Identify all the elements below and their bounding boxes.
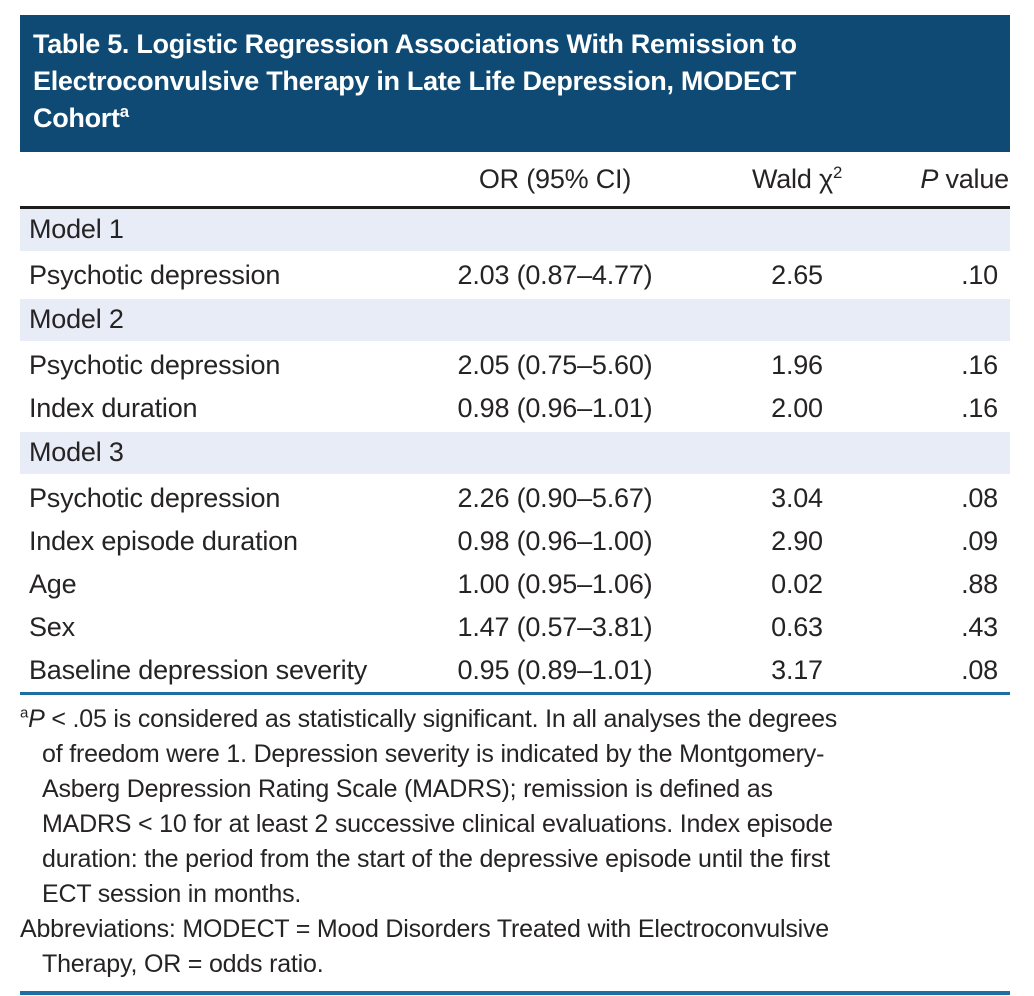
table-title-line-1: Table 5. Logistic Regression Associations With Remission to <box>33 29 797 59</box>
p-value: .88 <box>961 568 998 599</box>
wald-chi-text: Wald χ <box>751 163 833 194</box>
or-ci-value: 0.98 (0.96–1.00) <box>457 525 653 556</box>
wald-chi2-value: 3.17 <box>771 654 823 685</box>
table-title-line-3-text: Cohort <box>33 103 120 133</box>
wald-chi2-value: 3.04 <box>771 482 823 513</box>
footnote-a-line-2: of freedom were 1. Depression severity is indicated by the Montgomery- <box>42 739 825 768</box>
p-value: .16 <box>961 349 998 380</box>
logistic-regression-table <box>20 152 1010 692</box>
predictor-label: Index duration <box>29 392 198 423</box>
model-2-section-row <box>20 298 1010 343</box>
footnote-a-line-5: duration: the period from the start of the depressive episode until the first <box>42 844 830 873</box>
column-header-or: OR (95% CI) <box>430 152 680 207</box>
footnote-p-italic: P <box>28 704 45 733</box>
footnote-a-line-4: MADRS < 10 for at least 2 successive clinical evaluations. Index episode <box>42 809 833 838</box>
model-1-section-row <box>20 207 1010 252</box>
p-value-text: value <box>938 163 1009 194</box>
column-header-empty <box>20 152 430 207</box>
abbreviations-line-2: Therapy, OR = odds ratio. <box>42 949 324 978</box>
model-2-header: Model 2 <box>20 298 1010 343</box>
table-title <box>20 15 1010 152</box>
predictor-label: Psychotic depression <box>29 259 281 290</box>
wald-chi-exponent: 2 <box>832 162 843 182</box>
footnote-a-line-6: ECT session in months. <box>42 879 302 908</box>
model-3-section-row <box>20 431 1010 476</box>
p-value: .09 <box>961 525 998 556</box>
column-header-wald-chi2 <box>680 152 914 207</box>
predictor-label: Baseline depression severity <box>29 654 368 685</box>
table-row <box>20 649 1010 692</box>
footnote-a-marker: a <box>20 704 29 722</box>
wald-chi2-value: 1.96 <box>771 349 823 380</box>
p-value: .43 <box>961 611 998 642</box>
wald-chi2-value: 2.90 <box>771 525 823 556</box>
or-ci-value: 1.00 (0.95–1.06) <box>457 568 653 599</box>
table-row <box>20 342 1010 387</box>
predictor-label: Psychotic depression <box>29 482 281 513</box>
table-row <box>20 387 1010 431</box>
table-bottom-rule <box>20 692 1010 695</box>
abbreviations-line-1: Abbreviations: MODECT = Mood Disorders Treated with Electroconvulsive <box>20 914 829 943</box>
table-title-line-3 <box>33 100 996 137</box>
table-title-line-2: Electroconvulsive Therapy in Late Life Depression, MODECT <box>33 66 797 96</box>
page-bottom-rule <box>20 991 1010 995</box>
p-value: .16 <box>961 392 998 423</box>
wald-chi2-value: 0.02 <box>771 568 823 599</box>
footnotes <box>20 702 1010 982</box>
wald-chi2-value: 2.00 <box>771 392 823 423</box>
predictor-label: Index episode duration <box>29 525 298 556</box>
wald-chi2-value: 0.63 <box>771 611 823 642</box>
footnote-a-line-1-text: < .05 is considered as statistically significant. In all analyses the degrees <box>44 704 838 733</box>
predictor-label: Psychotic depression <box>29 349 281 380</box>
predictor-label: Age <box>29 568 77 599</box>
footnote-a-line-3: Asberg Depression Rating Scale (MADRS); remission is defined as <box>42 774 773 803</box>
wald-chi2-value: 2.65 <box>771 259 823 290</box>
predictor-label: Sex <box>29 611 75 642</box>
table-row <box>20 520 1010 563</box>
or-ci-value: 2.03 (0.87–4.77) <box>457 259 653 290</box>
p-value: .08 <box>961 482 998 513</box>
footnote-a-line-1 <box>20 702 1010 737</box>
header-row <box>20 152 1010 207</box>
table-row <box>20 563 1010 606</box>
or-ci-value: 0.98 (0.96–1.01) <box>457 392 653 423</box>
title-footnote-marker: a <box>119 102 129 121</box>
or-ci-value: 2.05 (0.75–5.60) <box>457 349 653 380</box>
table-row <box>20 252 1010 298</box>
table-row <box>20 475 1010 520</box>
p-italic: P <box>920 163 939 194</box>
or-ci-value: 1.47 (0.57–3.81) <box>457 611 653 642</box>
or-ci-value: 0.95 (0.89–1.01) <box>457 654 653 685</box>
column-header-p-value <box>914 152 1010 207</box>
or-ci-value: 2.26 (0.90–5.67) <box>457 482 653 513</box>
p-value: .08 <box>961 654 998 685</box>
model-1-header: Model 1 <box>20 207 1010 252</box>
model-3-header: Model 3 <box>20 431 1010 476</box>
p-value: .10 <box>961 259 998 290</box>
table-row <box>20 606 1010 649</box>
